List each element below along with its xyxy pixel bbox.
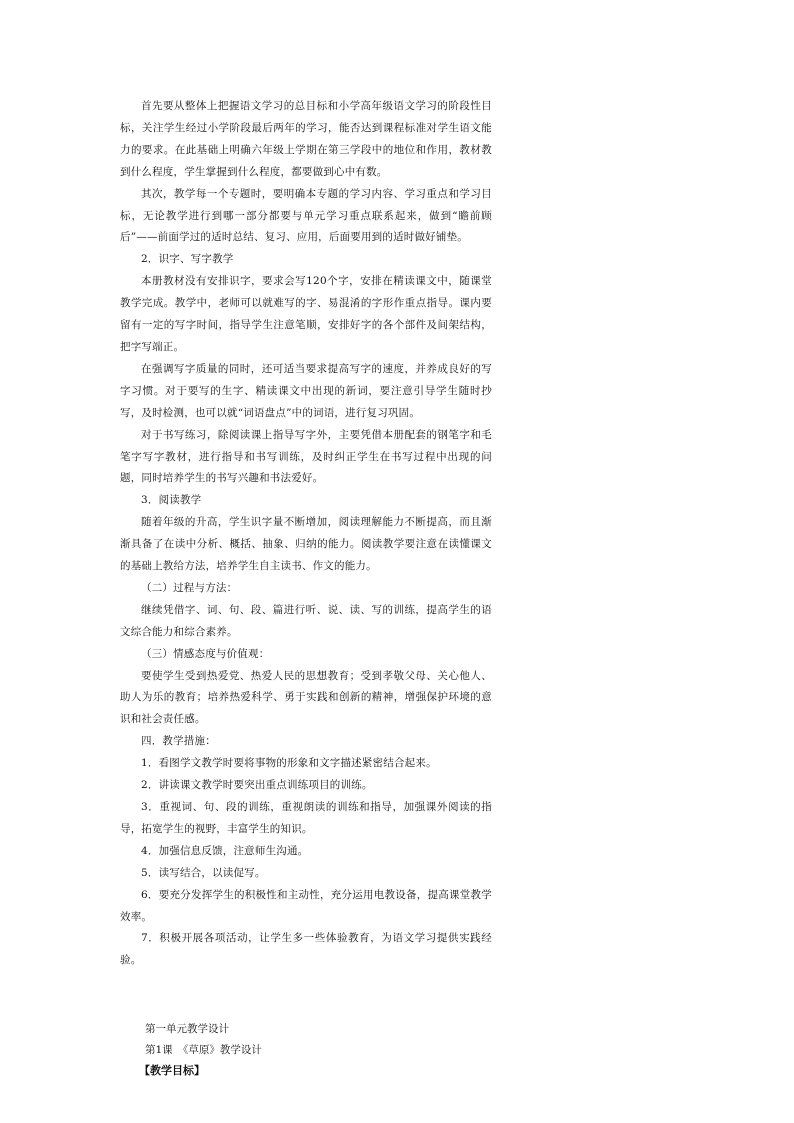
heading-teaching-measures: 四．教学措施： [141,735,216,748]
measure-item-1: 1．看图学文教学时要将事物的形象和文字描述紧密结合起来。 [141,757,437,770]
heading-emotion-values: （三）情感态度与价值观： [141,647,270,660]
measure-item-3: 3．重视词、句、段的训练，重视朗读的训练和指导，加强课外阅读的指导，拓宽学生的视野，丰富学生的知识。 [120,801,492,835]
heading-process-methods: （二）过程与方法： [141,581,238,594]
measure-item-5: 5．读写结合，以读促写。 [141,866,266,879]
heading-reading-teaching: 3．阅读教学 [141,494,202,507]
document-body [120,96,492,1082]
paragraph-overall-goals: 首先要从整体上把握语文学习的总目标和小学高年级语文学习的阶段性目标，关注学生经过小学阶段最后两年的学习，能否达到课程标准对学生语文能力的要求。在此基础上明确六年级上学期在第三学段中的地位和作用，教材教到什么程度，学生掌握到什么程度，都要做到心中有数。 [120,100,492,178]
measure-item-6: 6．要充分发挥学生的积极性和主动性，充分运用电教设备，提高课堂教学效率。 [120,888,492,923]
paragraph-emotion-values: 要使学生受到热爱党、热爱人民的思想教育；受到孝敬父母、关心他人、助人为乐的教育；培养热爱科学、勇于实践和创新的精神，增强保护环境的意识和社会责任感。 [120,669,492,726]
paragraph-handwriting-practice: 对于书写练习，除阅读课上指导写字外，主要凭借本册配套的钢笔字和毛笔字写字教材，进行指导和书写训练，及时纠正学生在书写过程中出现的问题，同时培养学生的书写兴趣和书法爱好。 [120,428,492,485]
paragraph-process-methods: 继续凭借字、词、句、段、篇进行听、说、读、写的训练，提高学生的语文综合能力和综合素养。 [120,603,492,638]
paragraph-reading-ability: 随着年级的升高，学生识字量不断增加，阅读理解能力不断提高，而且渐渐具备了在读中分析、概括、抽象、归纳的能力。阅读教学要注意在读懂课文的基础上教给方法，培养学生自主读书、作文的能力。 [120,516,492,573]
paragraph-topic-teaching: 其次，教学每一个专题时，要明确本专题的学习内容、学习重点和学习目标，无论教学进行到哪一部分都要与单元学习重点联系起来，做到“瞻前顾后”——前面学过的适时总结、复习、应用，后面要用到的适时做好铺垫。 [120,187,492,244]
paragraph-writing-requirements: 本册教材没有安排识字，要求会写120个字，安排在精读课文中，随课堂教学完成。教学中，老师可以就难写的字、易混淆的字形作重点指导。课内要留有一定的写字时间，指导学生注意笔顺，安排好字的各个部件及间架结构，把字写端正。 [120,275,492,353]
measure-item-4: 4．加强信息反馈，注意师生沟通。 [141,844,309,857]
measure-item-2: 2．讲读课文教学时要突出重点训练项目的训练。 [141,779,373,792]
unit-title: 第一单元教学设计 [145,1023,229,1036]
measure-item-7: 7．积极开展各项活动，让学生多一些体验教育，为语文学习提供实践经验。 [120,932,492,967]
heading-literacy-writing: 2．识字、写字教学 [141,253,234,266]
paragraph-writing-speed: 在强调写字质量的同时，还可适当要求提高写字的速度，并养成良好的写字习惯。对于要写的生字、精读课文中出现的新词，要注意引导学生随时抄写，及时检测，也可以就“词语盘点”中的词语，进行复习巩固。 [120,362,492,419]
teaching-goals-heading: 【教学目标】 [139,1064,205,1078]
section-spacer [120,972,492,1018]
lesson-title: 第1课 《草原》教学设计 [145,1044,262,1057]
